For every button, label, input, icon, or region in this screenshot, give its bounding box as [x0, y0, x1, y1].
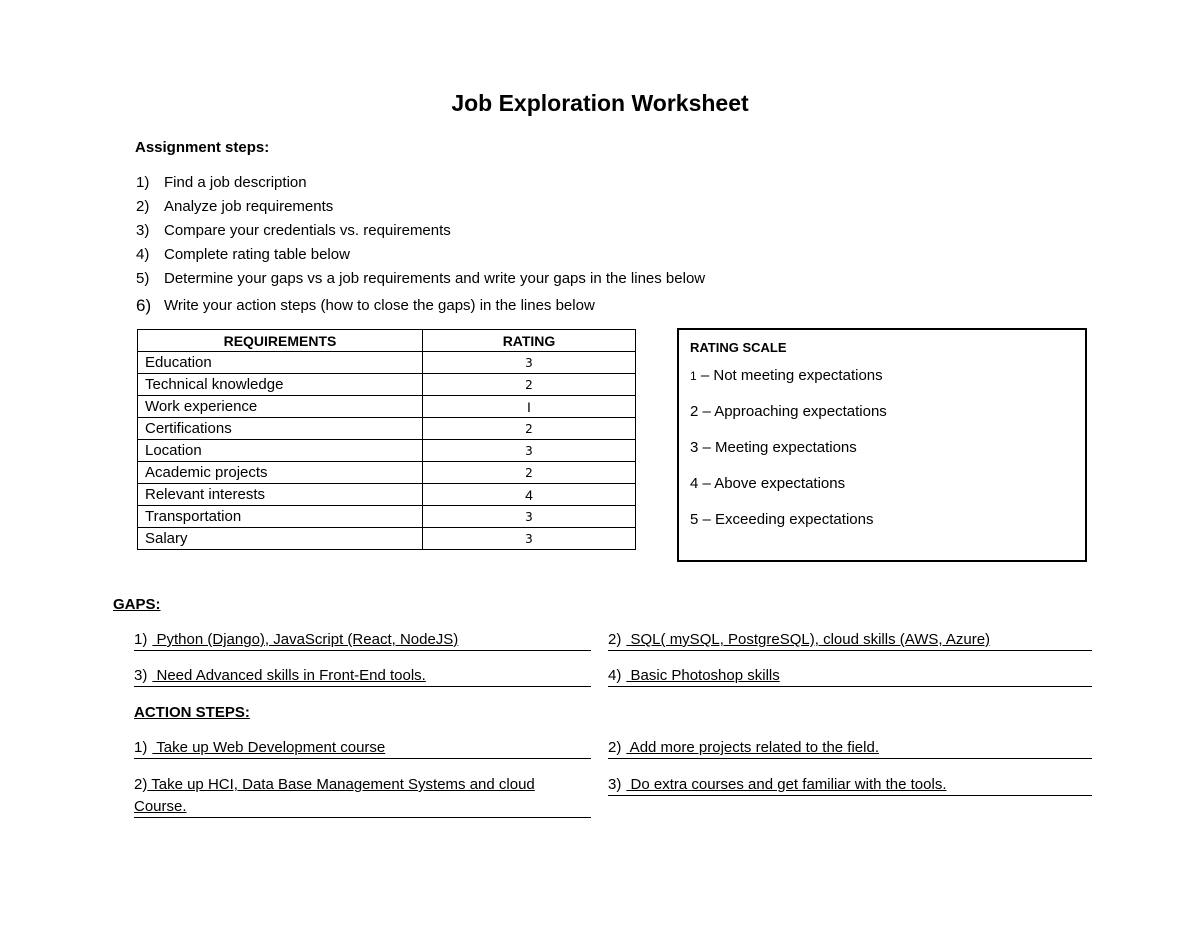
gaps-heading: GAPS:: [113, 596, 161, 613]
gap-line[interactable]: [134, 630, 591, 651]
step-item: [136, 172, 705, 196]
requirement-cell: Location: [138, 440, 423, 462]
step-text: Write your action steps (how to close the gaps) in the lines below: [164, 297, 595, 314]
requirement-cell: Transportation: [138, 506, 423, 528]
gap-number: 4): [608, 667, 622, 684]
table-row: [138, 528, 636, 550]
table-header-row: [138, 330, 636, 352]
rating-scale-item: [690, 511, 1074, 547]
step-text: Analyze job requirements: [164, 198, 334, 215]
step-number: 1): [136, 174, 150, 191]
scale-number: 3: [690, 439, 699, 456]
requirement-cell: Relevant interests: [138, 484, 423, 506]
action-text: Add more projects related to the field.: [626, 739, 879, 756]
step-number: 6): [136, 296, 152, 315]
rating-cell: 3: [423, 440, 636, 462]
scale-text: – Meeting expectations: [698, 439, 857, 456]
gap-text: Python (Django), JavaScript (React, NodeJS): [152, 631, 459, 648]
gap-number: 3): [134, 667, 148, 684]
step-item: [136, 244, 705, 268]
action-steps-heading: ACTION STEPS:: [134, 704, 250, 721]
rating-cell: 4: [423, 484, 636, 506]
step-number: 2): [136, 198, 150, 215]
rating-scale-item: [690, 403, 1074, 439]
gap-line[interactable]: [608, 630, 1092, 651]
rating-header: RATING: [423, 330, 636, 352]
requirement-cell: Academic projects: [138, 462, 423, 484]
gap-number: 2): [608, 631, 622, 648]
gap-text: Basic Photoshop skills: [626, 667, 780, 684]
step-text: Find a job description: [164, 174, 307, 191]
action-number: 2): [134, 776, 148, 793]
requirement-cell: Certifications: [138, 418, 423, 440]
requirement-cell: Work experience: [138, 396, 423, 418]
scale-number: 5: [690, 511, 699, 528]
rating-cell: 3: [423, 352, 636, 374]
rating-cell: I: [423, 396, 636, 418]
table-row: [138, 352, 636, 374]
table-row: [138, 418, 636, 440]
rating-scale-item: [690, 475, 1074, 511]
step-text: Compare your credentials vs. requirements: [164, 222, 451, 239]
page-title: Job Exploration Worksheet: [451, 90, 749, 116]
rating-cell: 2: [423, 374, 636, 396]
step-item: [136, 196, 705, 220]
step-number: 4): [136, 246, 150, 263]
step-item: [136, 220, 705, 244]
scale-number: 2: [690, 403, 699, 420]
scale-text: – Above expectations: [698, 475, 846, 492]
step-text: Determine your gaps vs a job requirements and write your gaps in the lines below: [164, 270, 706, 287]
table-row: [138, 484, 636, 506]
action-text: Do extra courses and get familiar with the tools.: [626, 776, 947, 793]
table-row: [138, 462, 636, 484]
step-text: Complete rating table below: [164, 246, 350, 263]
action-text: Take up HCI, Data Base Management Systems and cloud: [147, 776, 535, 793]
rating-cell: 3: [423, 506, 636, 528]
gap-line[interactable]: [134, 666, 591, 687]
action-step-line[interactable]: [134, 774, 591, 818]
requirement-cell: Education: [138, 352, 423, 374]
gap-line[interactable]: [608, 666, 1092, 687]
action-number: 2): [608, 739, 622, 756]
table-row: [138, 506, 636, 528]
step-number: 5): [136, 270, 150, 287]
requirement-cell: Salary: [138, 528, 423, 550]
assignment-steps-list: [136, 172, 705, 319]
rating-cell: 2: [423, 418, 636, 440]
action-text: Take up Web Development course: [152, 739, 386, 756]
action-step-line[interactable]: [608, 775, 1092, 796]
action-number: 3): [608, 776, 622, 793]
requirements-table: [137, 329, 636, 550]
table-row: [138, 396, 636, 418]
scale-text: – Approaching expectations: [698, 403, 887, 420]
rating-scale-box: [677, 328, 1087, 562]
rating-scale-item: [690, 367, 1074, 403]
rating-scale-item: [690, 439, 1074, 475]
requirements-header: REQUIREMENTS: [138, 330, 423, 352]
table-row: [138, 440, 636, 462]
gap-number: 1): [134, 631, 148, 648]
assignment-heading: Assignment steps:: [135, 139, 270, 156]
action-step-line[interactable]: [134, 738, 591, 759]
scale-number: 1: [690, 369, 697, 383]
step-number: 3): [136, 222, 150, 239]
gap-text: SQL( mySQL, PostgreSQL), cloud skills (AWS, Azure): [626, 631, 991, 648]
scale-number: 4: [690, 475, 699, 492]
action-text-continued: Course.: [134, 798, 187, 815]
step-item: [136, 292, 705, 319]
rating-scale-title: RATING SCALE: [690, 340, 787, 355]
table-row: [138, 374, 636, 396]
step-item: [136, 268, 705, 292]
action-number: 1): [134, 739, 148, 756]
rating-cell: 3: [423, 528, 636, 550]
rating-cell: 2: [423, 462, 636, 484]
action-step-line[interactable]: [608, 738, 1092, 759]
gap-text: Need Advanced skills in Front-End tools.: [152, 667, 426, 684]
requirement-cell: Technical knowledge: [138, 374, 423, 396]
scale-text: – Not meeting expectations: [696, 367, 883, 384]
scale-text: – Exceeding expectations: [698, 511, 874, 528]
